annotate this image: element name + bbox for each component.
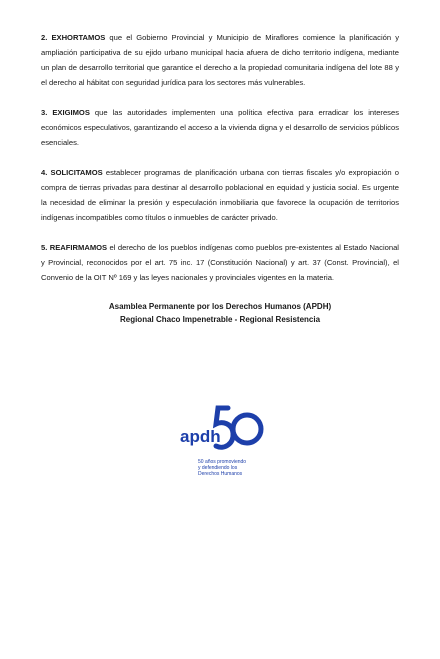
logo-wordmark: apdh xyxy=(180,427,221,446)
paragraph-heading: 4. SOLICITAMOS xyxy=(41,168,103,177)
paragraph-body: que el Gobierno Provincial y Municipio de Miraflores comience la planificación y ampliación participativa de su ejido urbano municipal hacia afuera de dicho territorio indígena, mediante un plan de desarrollo territorial que garantice el derecho a la propiedad comunitaria indígena del lote 88 y el derecho al hábitat con seguridad jurídica para los sectores más vulnerables. xyxy=(41,33,399,87)
paragraph-solicitamos xyxy=(41,165,399,225)
signature-line-1: Asamblea Permanente por los Derechos Humanos (APDH) xyxy=(108,302,332,311)
paragraph-heading: 5. REAFIRMAMOS xyxy=(41,243,108,252)
logo-tagline xyxy=(198,459,246,478)
paragraph-exigimos xyxy=(41,105,399,150)
paragraph-body: establecer programas de planificación urbana con tierras fiscales y/o expropiación o compra de tierras privadas para destinar al desarrollo poblacional en equidad y justicia social. Es urgente la necesidad de eliminar la presión y especulación inmobiliaria que favorece la ocupación de territorios indígenas incompatibles como títulos o inmuebles de carácter privado. xyxy=(41,168,399,222)
logo-tagline-line: Derechos Humanos xyxy=(198,471,243,478)
paragraph-reafirmamos xyxy=(41,240,399,285)
paragraph-body: el derecho de los pueblos indígenas como pueblos pre-existentes al Estado Nacional y Provincial, reconocidos por el art. 75 inc. 17 (Constitución Nacional) y art. 37 (Const. Provincial), el Convenio de la OIT Nº 169 y las leyes nacionales y provinciales vigentes en la materia. xyxy=(41,243,399,282)
logo-zero-glyph xyxy=(233,415,261,443)
paragraph-heading: 3. EXIGIMOS xyxy=(41,108,90,117)
logo-tagline-line: 50 años promoviendo xyxy=(198,459,247,465)
logo-tagline-line: y defendiendo los xyxy=(198,465,238,472)
paragraph-exhortamos xyxy=(41,30,399,90)
signature-line-2: Regional Chaco Impenetrable - Regional Resistencia xyxy=(119,315,321,324)
paragraph-body: que las autoridades implementen una política efectiva para erradicar los intereses económicos especulativos, garantizando el acceso a la vivienda digna y el desarrollo de servicios públicos esenciales. xyxy=(41,108,400,147)
signature-block xyxy=(41,300,399,326)
paragraph-heading: 2. EXHORTAMOS xyxy=(41,33,106,42)
